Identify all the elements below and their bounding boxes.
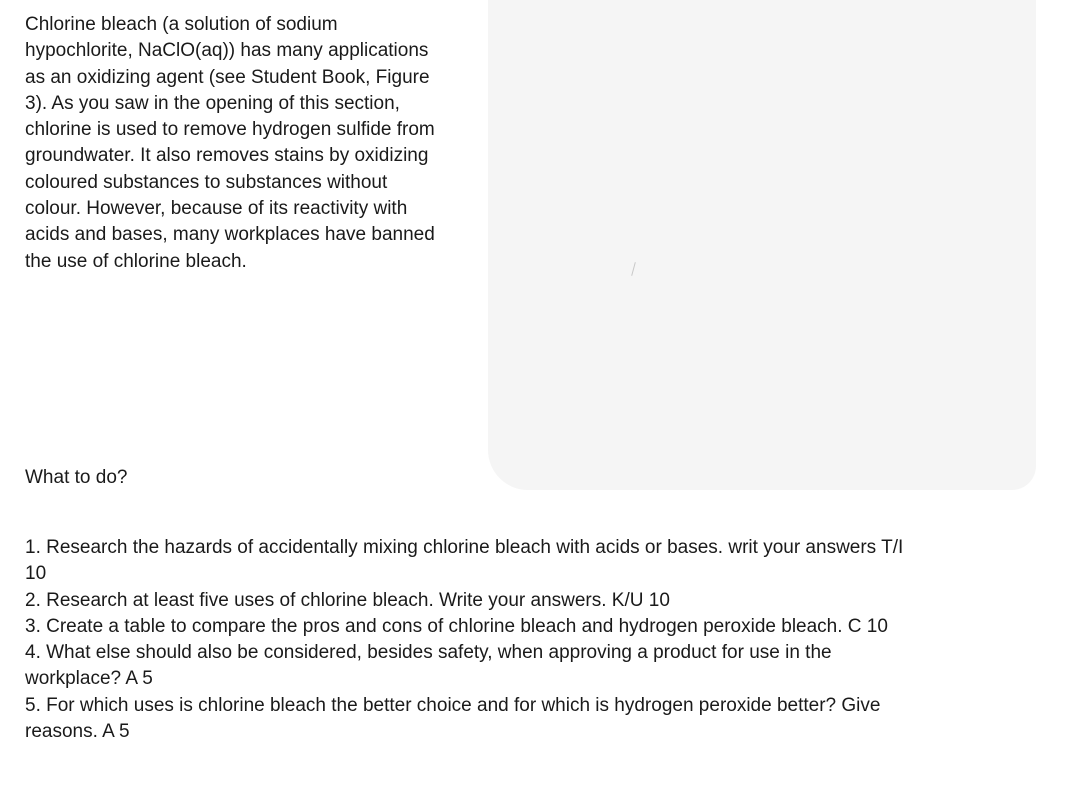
- task-item-4: 4. What else should also be considered, besides safety, when approving a product for use in the: [25, 642, 832, 664]
- intro-line: colour. However, because of its reactivity with: [25, 198, 408, 220]
- task-item-3: 3. Create a table to compare the pros and cons of chlorine bleach and hydrogen peroxide bleach. C 10: [25, 615, 888, 637]
- intro-line: the use of chlorine bleach.: [25, 250, 247, 272]
- intro-line: acids and bases, many workplaces have banned: [25, 224, 435, 246]
- intro-line: hypochlorite, NaClO(aq)) has many applications: [25, 40, 429, 62]
- task-item-4-continuation: workplace? A 5: [25, 668, 153, 690]
- task-item-5-continuation: reasons. A 5: [25, 721, 130, 743]
- task-item-5: 5. For which uses is chlorine bleach the better choice and for which is hydrogen peroxide better? Give: [25, 694, 881, 716]
- intro-line: Chlorine bleach (a solution of sodium: [25, 14, 338, 35]
- intro-paragraph: [25, 12, 495, 275]
- task-item-1-continuation: 10: [25, 563, 47, 585]
- intro-line: as an oxidizing agent (see Student Book, Figure: [25, 66, 430, 88]
- intro-line: chlorine is used to remove hydrogen sulfide from: [25, 119, 435, 141]
- blank-covered-region: [488, 0, 1036, 490]
- section-heading: What to do?: [25, 467, 128, 488]
- task-item-2: 2. Research at least five uses of chlorine bleach. Write your answers. K/U 10: [25, 589, 670, 611]
- intro-line: 3). As you saw in the opening of this section,: [25, 92, 400, 114]
- intro-line: coloured substances to substances without: [25, 171, 388, 193]
- task-list: [25, 535, 1060, 745]
- stray-pen-mark: [631, 262, 636, 276]
- intro-line: groundwater. It also removes stains by oxidizing: [25, 145, 429, 167]
- task-item-1: 1. Research the hazards of accidentally mixing chlorine bleach with acids or bases. writ your answers T/I: [25, 537, 904, 558]
